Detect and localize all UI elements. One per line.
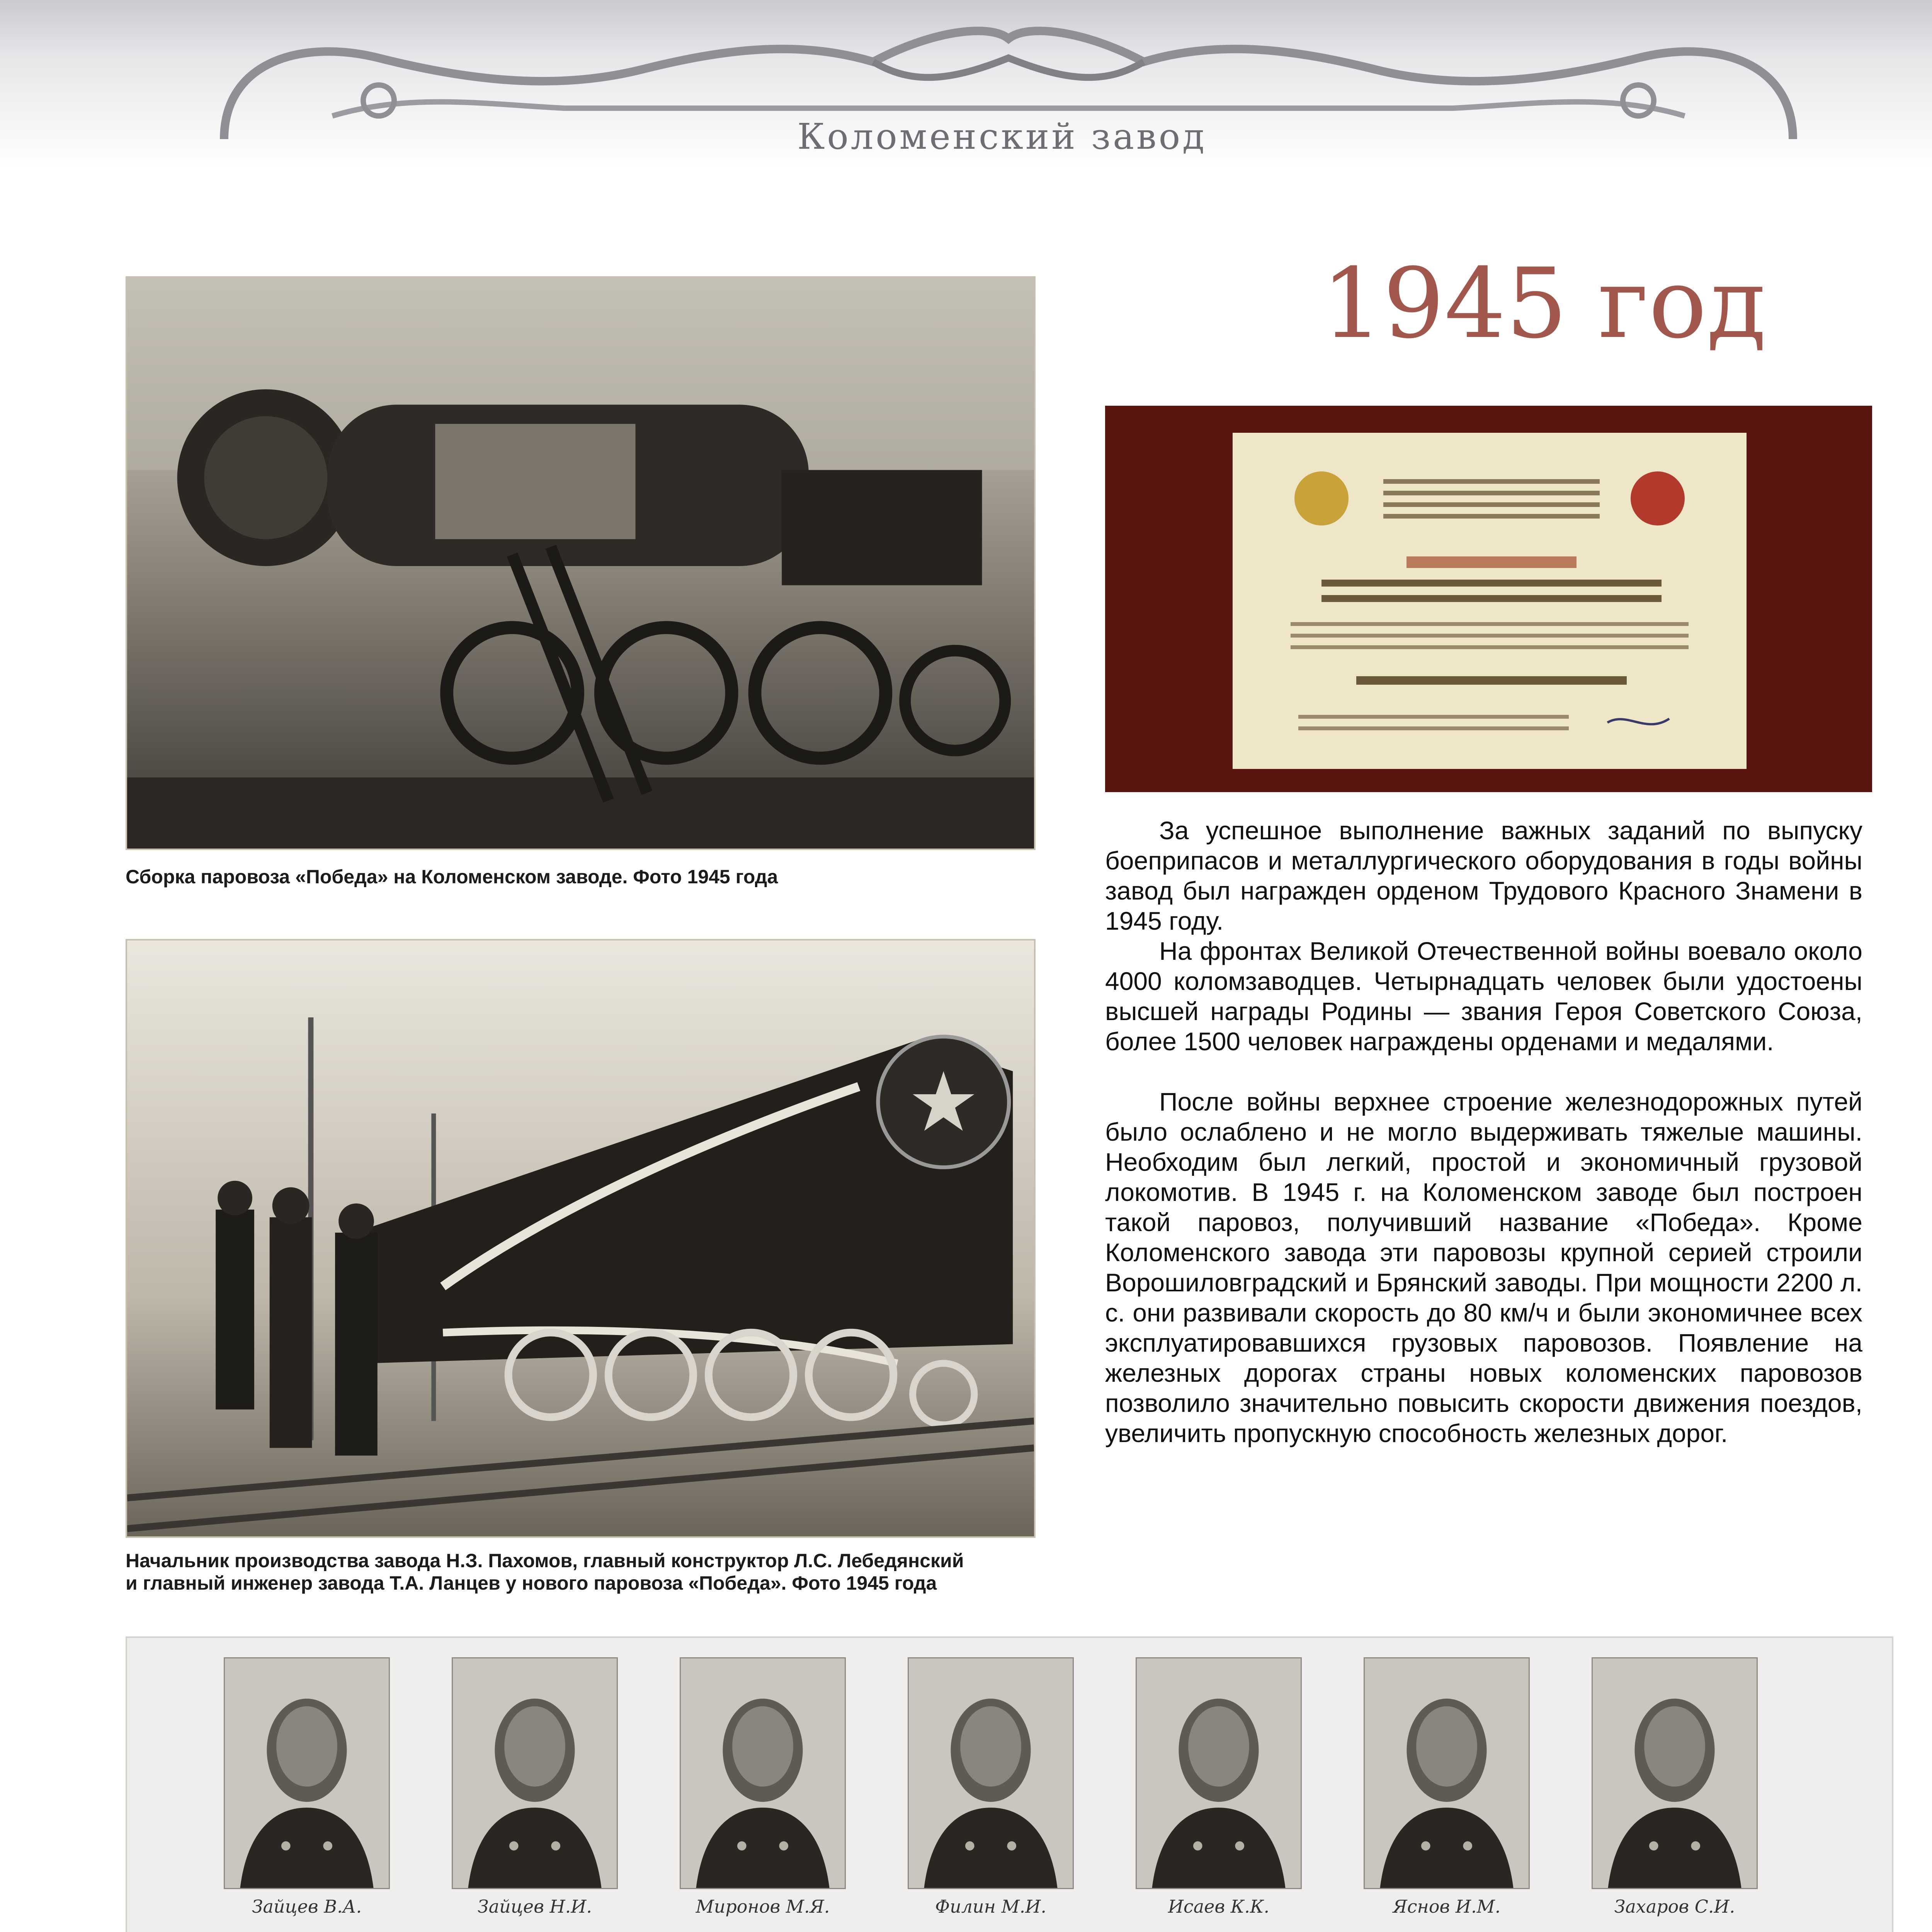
hero-portrait — [1364, 1657, 1530, 1917]
locomotive-caption-line2: и главный инженер завода Т.А. Ланцев у нового паровоза «Победа». Фото 1945 года — [126, 1572, 937, 1594]
locomotive-photo-caption — [126, 1549, 1053, 1594]
assembly-photo-caption: Сборка паровоза «Победа» на Коломенском заводе. Фото 1945 года — [126, 866, 778, 888]
hero-portrait — [908, 1657, 1074, 1917]
locomotive-caption-line1: Начальник производства завода Н.З. Пахомов, главный конструктор Л.С. Лебедянский — [126, 1550, 964, 1571]
locomotive-assembly-image-icon — [127, 278, 1034, 849]
hero-photo — [224, 1657, 390, 1889]
portrait-icon — [1593, 1658, 1757, 1888]
portrait-icon — [681, 1658, 845, 1888]
paragraph-heroes: На фронтах Великой Отечественной войны воевало около 4000 коломзаводцев. Четырнадцать человек были удостоены высшей награды Родины — звания Героя Советского Союза, более 1500 человек награждены орденами и медалями. — [1105, 937, 1862, 1056]
hero-photo — [680, 1657, 846, 1889]
hero-photo — [1136, 1657, 1302, 1889]
portrait-icon — [909, 1658, 1073, 1888]
hero-photo — [452, 1657, 618, 1889]
hero-portrait — [680, 1657, 846, 1917]
portrait-icon — [453, 1658, 617, 1888]
hero-photo — [908, 1657, 1074, 1889]
hero-portrait — [452, 1657, 618, 1917]
pobeda-locomotive-photo — [126, 939, 1036, 1538]
hero-name: Зайцев В.А. — [252, 1896, 362, 1917]
paragraph-pobeda: После войны верхнее строение железнодорожных путей было ослаблено и не могло выдерживать тяжелые машины. Необходим был легкий, простой и экономичный грузовой локомотив. В 1945 г. на Коломенском заводе был построен такой паровоз, получивший название «Победа». Кроме Коломенского завода эти паровозы крупной серией строили Ворошиловградский и Брянский заводы. При мощности 2200 л. с. они развивали скорость до 80 км/ч и были экономичнее всех эксплуатировавшихся грузовых паровозов. Появление на железных дорогах страны новых коломенских паровозов позволило значительно повысить скорости движения поездов, увеличить пропускную способность железных дорог. — [1105, 1087, 1862, 1447]
assembly-photo — [126, 276, 1036, 850]
hero-photo — [1592, 1657, 1758, 1889]
hero-portrait — [224, 1657, 390, 1917]
award-certificate-photo — [1105, 406, 1872, 792]
heroes-panel — [126, 1636, 1893, 1932]
hero-portrait — [1592, 1657, 1758, 1917]
hero-name: Захаров С.И. — [1614, 1896, 1735, 1917]
pobeda-locomotive-image-icon — [127, 940, 1034, 1536]
hero-name: Яснов И.М. — [1393, 1896, 1501, 1917]
hero-name: Филин М.И. — [935, 1896, 1047, 1917]
hero-name: Зайцев Н.И. — [478, 1896, 592, 1917]
portrait-icon — [1137, 1658, 1301, 1888]
hero-name: Миронов М.Я. — [696, 1896, 830, 1917]
body-text — [1105, 815, 1862, 1448]
year-title: 1945 год — [1321, 247, 1767, 360]
header-title: Коломенский завод — [797, 116, 1207, 157]
hero-portrait — [1136, 1657, 1302, 1917]
hero-photo — [1364, 1657, 1530, 1889]
certificate-image-icon — [1105, 406, 1872, 792]
hero-name: Исаев К.К. — [1168, 1896, 1270, 1917]
portrait-icon — [1365, 1658, 1529, 1888]
portrait-icon — [225, 1658, 389, 1888]
paragraph-award: За успешное выполнение важных заданий по выпуску боеприпасов и металлургического оборудования в годы войны завод был награжден орденом Трудового Красного Знамени в 1945 году. — [1105, 816, 1862, 935]
